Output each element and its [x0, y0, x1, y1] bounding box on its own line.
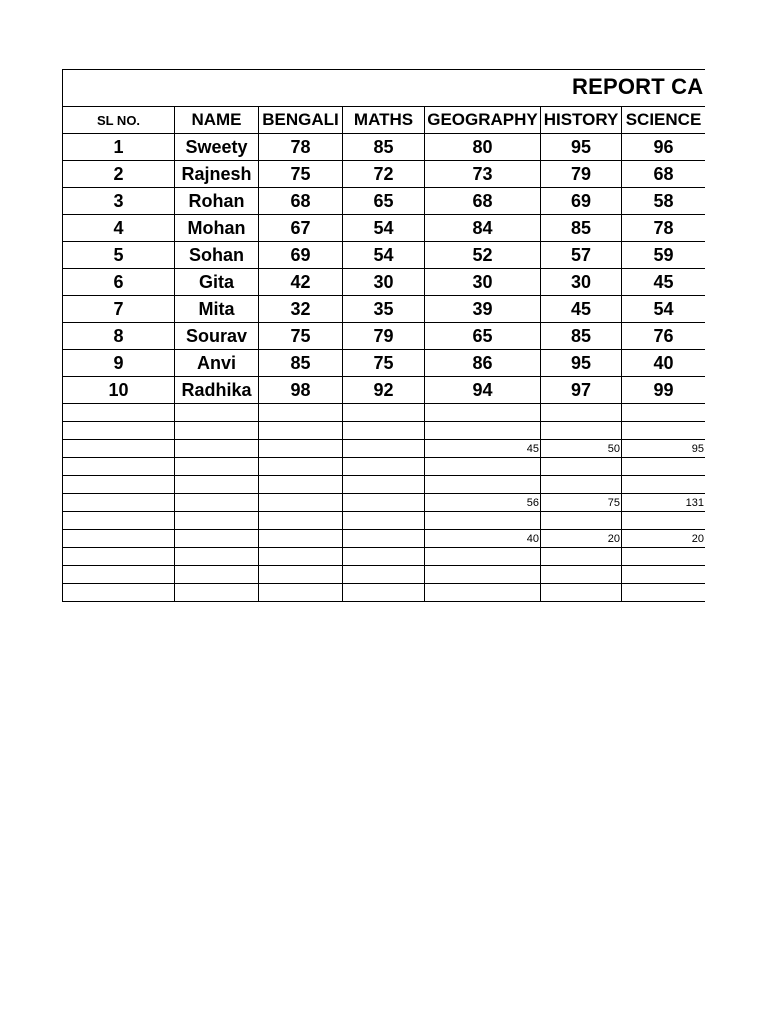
cell-name[interactable]	[175, 476, 259, 494]
cell-science[interactable]: 76	[622, 323, 706, 350]
cell-history[interactable]: 85	[541, 215, 622, 242]
table-row	[63, 512, 706, 530]
title-cell[interactable]	[63, 70, 706, 107]
table-row	[63, 494, 706, 512]
cell-name[interactable]: Anvi	[175, 350, 259, 377]
cell-geography[interactable]: 39	[425, 296, 541, 323]
cell-maths[interactable]: 65	[343, 188, 425, 215]
cell-geography[interactable]: 45	[425, 440, 541, 458]
cell-science[interactable]	[622, 512, 706, 530]
cell-name[interactable]	[175, 512, 259, 530]
cell-maths[interactable]: 35	[343, 296, 425, 323]
cell-science[interactable]	[622, 458, 706, 476]
table-row	[63, 296, 706, 323]
header-geography[interactable]: GEOGRAPHY	[425, 107, 541, 134]
cell-bengali[interactable]: 78	[259, 134, 343, 161]
cell-sl-no[interactable]: 6	[63, 269, 175, 296]
cell-sl-no[interactable]	[63, 422, 175, 440]
cell-bengali[interactable]: 69	[259, 242, 343, 269]
cell-history[interactable]: 57	[541, 242, 622, 269]
cell-maths[interactable]	[343, 548, 425, 566]
cell-sl-no[interactable]: 3	[63, 188, 175, 215]
cell-geography[interactable]: 52	[425, 242, 541, 269]
table-row	[63, 530, 706, 548]
cell-science[interactable]: 59	[622, 242, 706, 269]
cell-sl-no[interactable]	[63, 548, 175, 566]
cell-name[interactable]	[175, 458, 259, 476]
cell-name[interactable]: Sweety	[175, 134, 259, 161]
cell-science[interactable]: 131	[622, 494, 706, 512]
cell-history[interactable]	[541, 512, 622, 530]
cell-history[interactable]: 95	[541, 350, 622, 377]
cell-maths[interactable]	[343, 476, 425, 494]
cell-geography[interactable]: 80	[425, 134, 541, 161]
cell-sl-no[interactable]	[63, 494, 175, 512]
cell-science[interactable]: 40	[622, 350, 706, 377]
table-row	[63, 188, 706, 215]
cell-science[interactable]: 96	[622, 134, 706, 161]
cell-name[interactable]	[175, 422, 259, 440]
cell-history[interactable]	[541, 548, 622, 566]
cell-geography[interactable]: 68	[425, 188, 541, 215]
cell-sl-no[interactable]: 1	[63, 134, 175, 161]
cell-history[interactable]: 75	[541, 494, 622, 512]
cell-history[interactable]: 79	[541, 161, 622, 188]
cell-sl-no[interactable]	[63, 404, 175, 422]
cell-bengali[interactable]	[259, 566, 343, 584]
cell-sl-no[interactable]	[63, 584, 175, 602]
table-row	[63, 377, 706, 404]
cell-history[interactable]	[541, 476, 622, 494]
table-row	[63, 269, 706, 296]
header-history[interactable]: HISTORY	[541, 107, 622, 134]
cell-science[interactable]	[622, 548, 706, 566]
cell-name[interactable]	[175, 404, 259, 422]
cell-geography[interactable]: 86	[425, 350, 541, 377]
cell-name[interactable]	[175, 440, 259, 458]
cell-history[interactable]: 45	[541, 296, 622, 323]
cell-maths[interactable]	[343, 584, 425, 602]
cell-science[interactable]	[622, 566, 706, 584]
table-row	[63, 161, 706, 188]
cell-maths[interactable]: 72	[343, 161, 425, 188]
cell-history[interactable]: 85	[541, 323, 622, 350]
cell-bengali[interactable]	[259, 440, 343, 458]
cell-sl-no[interactable]: 8	[63, 323, 175, 350]
cell-maths[interactable]	[343, 458, 425, 476]
cell-geography[interactable]: 56	[425, 494, 541, 512]
cell-bengali[interactable]	[259, 584, 343, 602]
cell-maths[interactable]	[343, 566, 425, 584]
cell-geography[interactable]	[425, 566, 541, 584]
cell-geography[interactable]	[425, 458, 541, 476]
cell-bengali[interactable]	[259, 422, 343, 440]
cell-history[interactable]	[541, 458, 622, 476]
cell-maths[interactable]: 30	[343, 269, 425, 296]
cell-name[interactable]: Radhika	[175, 377, 259, 404]
cell-name[interactable]	[175, 530, 259, 548]
cell-maths[interactable]	[343, 494, 425, 512]
title-row	[63, 70, 706, 107]
cell-science[interactable]: 45	[622, 269, 706, 296]
cell-sl-no[interactable]	[63, 530, 175, 548]
table-row	[63, 350, 706, 377]
cell-bengali[interactable]: 75	[259, 323, 343, 350]
cell-name[interactable]	[175, 566, 259, 584]
cell-bengali[interactable]: 32	[259, 296, 343, 323]
table-row	[63, 440, 706, 458]
cell-bengali[interactable]: 68	[259, 188, 343, 215]
cell-sl-no[interactable]: 2	[63, 161, 175, 188]
cell-geography[interactable]	[425, 584, 541, 602]
cell-name[interactable]: Sourav	[175, 323, 259, 350]
cell-maths[interactable]: 54	[343, 242, 425, 269]
report-card-table	[62, 69, 705, 602]
cell-bengali[interactable]: 67	[259, 215, 343, 242]
cell-name[interactable]: Rohan	[175, 188, 259, 215]
cell-geography[interactable]	[425, 512, 541, 530]
cell-maths[interactable]	[343, 440, 425, 458]
cell-geography[interactable]	[425, 548, 541, 566]
cell-bengali[interactable]: 42	[259, 269, 343, 296]
table-row	[63, 404, 706, 422]
table-row	[63, 422, 706, 440]
cell-sl-no[interactable]	[63, 566, 175, 584]
cell-science[interactable]	[622, 422, 706, 440]
cell-history[interactable]: 50	[541, 440, 622, 458]
cell-science[interactable]: 58	[622, 188, 706, 215]
header-name[interactable]: NAME	[175, 107, 259, 134]
cell-sl-no[interactable]	[63, 512, 175, 530]
cell-maths[interactable]: 75	[343, 350, 425, 377]
cell-bengali[interactable]	[259, 548, 343, 566]
cell-maths[interactable]	[343, 530, 425, 548]
cell-history[interactable]: 97	[541, 377, 622, 404]
cell-geography[interactable]: 84	[425, 215, 541, 242]
cell-science[interactable]: 54	[622, 296, 706, 323]
cell-history[interactable]	[541, 584, 622, 602]
cell-science[interactable]: 20	[622, 530, 706, 548]
table-row	[63, 323, 706, 350]
table-row	[63, 242, 706, 269]
cell-geography[interactable]	[425, 476, 541, 494]
cell-maths[interactable]	[343, 404, 425, 422]
cell-name[interactable]: Rajnesh	[175, 161, 259, 188]
cell-name[interactable]: Sohan	[175, 242, 259, 269]
cell-bengali[interactable]	[259, 404, 343, 422]
cell-sl-no[interactable]	[63, 440, 175, 458]
cell-bengali[interactable]	[259, 458, 343, 476]
table-row	[63, 458, 706, 476]
cell-sl-no[interactable]: 10	[63, 377, 175, 404]
cell-name[interactable]: Mita	[175, 296, 259, 323]
cell-geography[interactable]	[425, 404, 541, 422]
cell-science[interactable]: 78	[622, 215, 706, 242]
cell-maths[interactable]	[343, 512, 425, 530]
cell-sl-no[interactable]: 7	[63, 296, 175, 323]
header-sl-no[interactable]: SL NO.	[63, 107, 175, 134]
cell-sl-no[interactable]: 9	[63, 350, 175, 377]
table-row	[63, 134, 706, 161]
table-row	[63, 566, 706, 584]
header-science[interactable]: SCIENCE	[622, 107, 706, 134]
cell-name[interactable]: Gita	[175, 269, 259, 296]
header-bengali[interactable]: BENGALI	[259, 107, 343, 134]
cell-geography[interactable]	[425, 422, 541, 440]
cell-sl-no[interactable]	[63, 476, 175, 494]
cell-maths[interactable]	[343, 422, 425, 440]
cell-geography[interactable]: 30	[425, 269, 541, 296]
cell-name[interactable]	[175, 494, 259, 512]
cell-sl-no[interactable]: 4	[63, 215, 175, 242]
cell-bengali[interactable]	[259, 512, 343, 530]
cell-science[interactable]	[622, 584, 706, 602]
cell-sl-no[interactable]	[63, 458, 175, 476]
cell-bengali[interactable]	[259, 530, 343, 548]
header-row	[63, 107, 706, 134]
cell-science[interactable]: 99	[622, 377, 706, 404]
cell-bengali[interactable]: 75	[259, 161, 343, 188]
header-maths[interactable]: MATHS	[343, 107, 425, 134]
cell-bengali[interactable]	[259, 476, 343, 494]
cell-sl-no[interactable]: 5	[63, 242, 175, 269]
cell-geography[interactable]: 65	[425, 323, 541, 350]
spreadsheet	[62, 69, 705, 609]
cell-name[interactable]: Mohan	[175, 215, 259, 242]
cell-name[interactable]	[175, 548, 259, 566]
cell-name[interactable]	[175, 584, 259, 602]
cell-maths[interactable]: 85	[343, 134, 425, 161]
cell-history[interactable]: 69	[541, 188, 622, 215]
cell-science[interactable]	[622, 404, 706, 422]
cell-bengali[interactable]: 98	[259, 377, 343, 404]
cell-history[interactable]	[541, 422, 622, 440]
table-row	[63, 584, 706, 602]
cell-bengali[interactable]	[259, 494, 343, 512]
cell-maths[interactable]: 92	[343, 377, 425, 404]
cell-geography[interactable]: 94	[425, 377, 541, 404]
report-title: REPORT CA	[572, 74, 704, 99]
cell-history[interactable]: 30	[541, 269, 622, 296]
cell-science[interactable]: 95	[622, 440, 706, 458]
table-row	[63, 215, 706, 242]
cell-bengali[interactable]: 85	[259, 350, 343, 377]
cell-history[interactable]: 20	[541, 530, 622, 548]
cell-history[interactable]	[541, 566, 622, 584]
table-row	[63, 548, 706, 566]
cell-science[interactable]: 68	[622, 161, 706, 188]
cell-maths[interactable]: 79	[343, 323, 425, 350]
cell-history[interactable]	[541, 404, 622, 422]
cell-maths[interactable]: 54	[343, 215, 425, 242]
cell-geography[interactable]: 40	[425, 530, 541, 548]
cell-science[interactable]	[622, 476, 706, 494]
cell-history[interactable]: 95	[541, 134, 622, 161]
cell-geography[interactable]: 73	[425, 161, 541, 188]
table-row	[63, 476, 706, 494]
